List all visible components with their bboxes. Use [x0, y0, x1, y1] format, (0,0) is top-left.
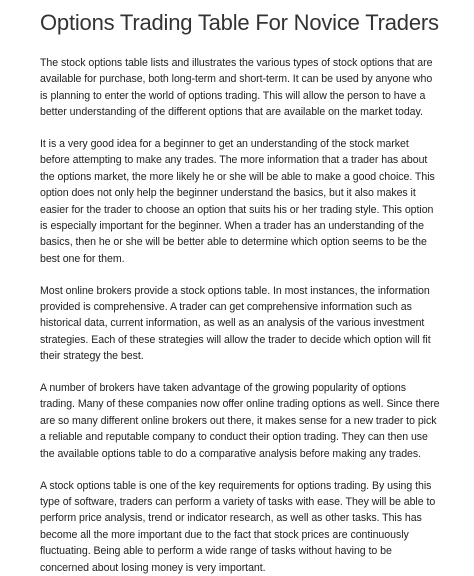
- paragraph-2: It is a very good idea for a beginner to get an understanding of the stock market before attempting to make any trades. The more information that a trader has about the options market, the more likely he or she will be able to make a good choice. This option does not only help the beginner understand the basics, but it also makes it easier for the trader to choose an option that suits his or her trading style. This option is especially important for the beginner. When a trader has an understanding of the basics, then he or she will be better able to determine which option seems to be the best one for them.: [40, 138, 435, 265]
- paragraph-3: Most online brokers provide a stock options table. In most instances, the information provided is comprehensive. A trader can get comprehensive information such as historical data, current information, as well as an analysis of the various investment strategies. Each of these strategies will allow the trader to decide which option will fit their strategy the best.: [40, 284, 431, 363]
- document-page: [40, 0, 440, 576]
- paragraph-5: A stock options table is one of the key requirements for options trading. By using this type of software, traders can perform a variety of tasks with ease. They will be able to perform price analysis, trend or indicator research, as well as other tasks. This has become all the more important due to the fact that stock prices are continuously fluctuating. Being able to perform a wide range of tasks without having to be concerned about losing money is very important.: [40, 479, 436, 574]
- paragraph-4: A number of brokers have taken advantage of the growing popularity of options trading. Many of these companies now offer online trading options as well. Since there are so many different online brokers out there, it makes sense for a new trader to pick a reliable and reputable company to conduct their option trading. They can then use the available options table to do a comparative analysis before making any trades.: [40, 382, 440, 460]
- document-title: Options Trading Table For Novice Traders: [40, 10, 439, 35]
- paragraph-1: The stock options table lists and illustrates the various types of stock options that are available for purchase, both long-term and short-term. It can be used by anyone who is planning to enter the world of options trading. This will allow the person to have a better understanding of the different options that are available on the market today.: [40, 57, 433, 119]
